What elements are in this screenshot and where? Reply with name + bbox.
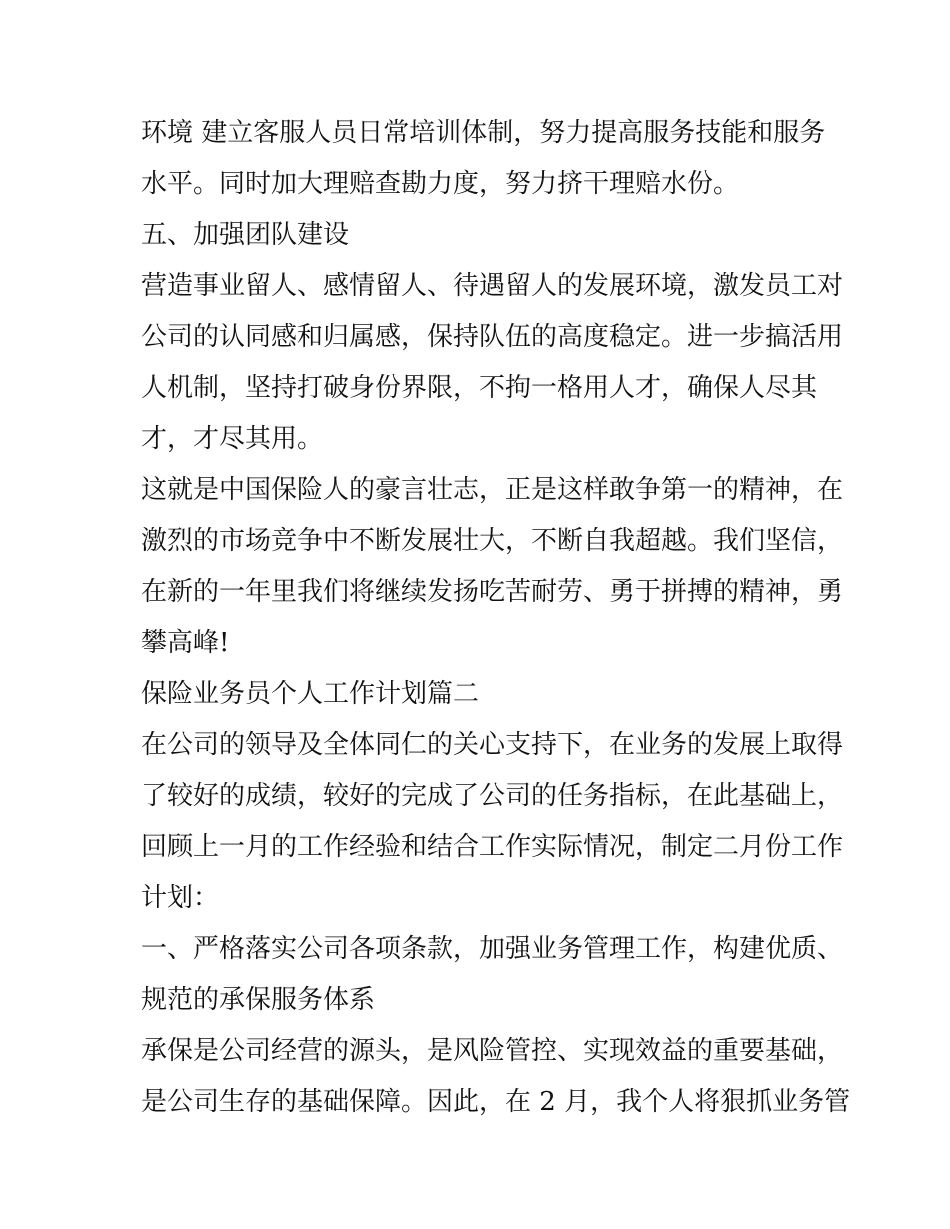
text-line: 在公司的领导及全体同仁的关心支持下，在业务的发展上取得: [141, 730, 844, 760]
text-line: 营造事业留人、感情留人、待遇留人的发展环境，激发员工对: [141, 271, 844, 301]
text-line: 激烈的市场竞争中不断发展壮大，不断自我超越。我们坚信，: [141, 526, 844, 556]
text-line: 计划：: [141, 883, 220, 913]
text-line: 人机制，坚持打破身份界限，不拘一格用人才，确保人尽其: [141, 373, 818, 403]
text-line: 公司的认同感和归属感，保持队伍的高度稳定。进一步搞活用: [141, 322, 844, 352]
text-line: 水平。同时加大理赔查勘力度，努力挤干理赔水份。: [141, 169, 740, 199]
text-line: 环境 建立客服人员日常培训体制，努力提高服务技能和服务: [141, 118, 826, 148]
text-line: 这就是中国保险人的豪言壮志，正是这样敢争第一的精神，在: [141, 475, 844, 505]
text-line: 攀高峰!: [141, 628, 230, 658]
text-line: 承保是公司经营的源头，是风险管控、实现效益的重要基础，: [141, 1036, 844, 1066]
article-title: 保险业务员个人工作计划篇二: [141, 679, 480, 709]
text-line: 在新的一年里我们将继续发扬吃苦耐劳、勇于拼搏的精神，勇: [141, 577, 844, 607]
section-heading: 五、加强团队建设: [141, 220, 350, 250]
text-line: 才，才尽其用。: [141, 424, 324, 454]
text-line: 回顾上一月的工作经验和结合工作实际情况，制定二月份工作: [141, 832, 844, 862]
text-line: 了较好的成绩，较好的完成了公司的任务指标，在此基础上，: [141, 781, 844, 811]
document-body: [141, 108, 851, 1128]
text-line: 是公司生存的基础保障。因此，在 2 月，我个人将狠抓业务管: [141, 1087, 851, 1117]
section-heading: 规范的承保服务体系: [141, 985, 376, 1015]
section-heading: 一、严格落实公司各项条款，加强业务管理工作，构建优质、: [141, 934, 844, 964]
